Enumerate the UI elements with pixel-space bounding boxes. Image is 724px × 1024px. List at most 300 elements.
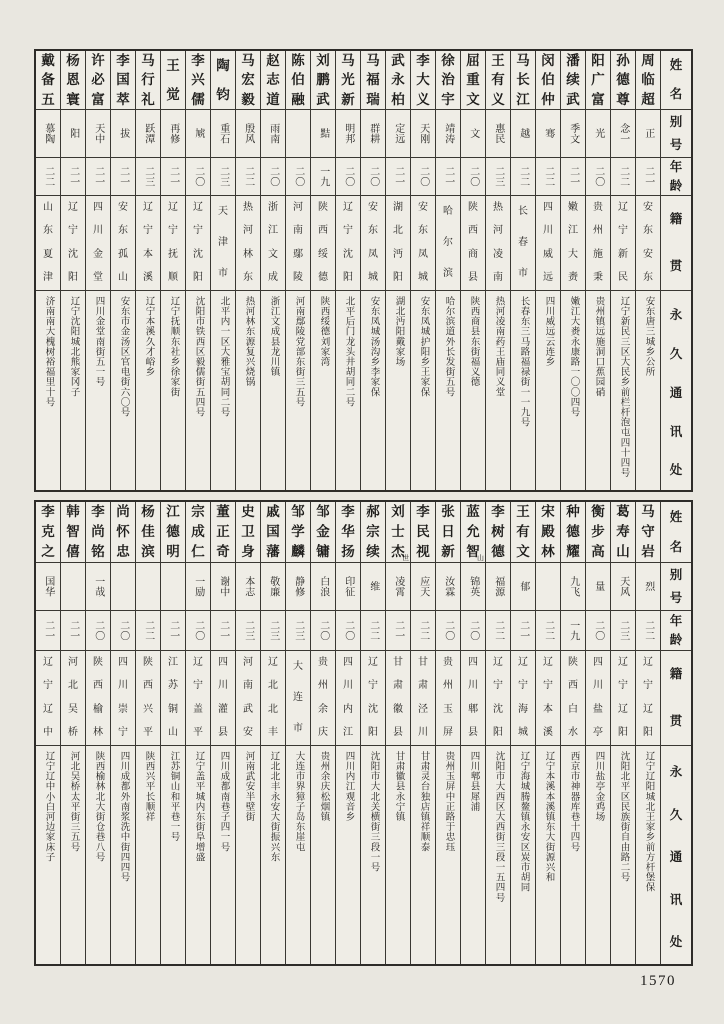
name-cell <box>111 502 135 562</box>
char: 南 <box>493 272 503 284</box>
alias-cell <box>411 109 435 157</box>
name-cell <box>211 502 235 562</box>
entry-name <box>361 502 385 562</box>
name-cell <box>511 51 535 109</box>
entry-address: 河南鄢陵党部东街三五号 <box>293 296 304 408</box>
name-cell <box>511 502 535 562</box>
alias-cell <box>636 109 660 157</box>
char: 讯 <box>669 892 683 907</box>
name-cell <box>636 502 660 562</box>
char: 连 <box>293 691 303 703</box>
char: 邹 <box>291 504 305 520</box>
char: 新 <box>618 248 628 260</box>
name-cell <box>86 502 110 562</box>
name-cell <box>611 51 635 109</box>
entry-address: 辽宁辽中小白河边家床子 <box>43 751 54 863</box>
entry-native <box>436 196 460 290</box>
char: 陶 <box>216 57 230 73</box>
address-cell <box>436 745 460 964</box>
char: 治 <box>441 72 455 88</box>
age-cell <box>286 610 310 650</box>
char: 殿 <box>541 524 555 540</box>
age-cell <box>136 610 160 650</box>
address-cell <box>636 745 660 964</box>
char: 西 <box>568 680 578 692</box>
entry-age: 二〇 <box>467 165 479 188</box>
entry-age: 二三 <box>242 619 254 642</box>
char: 籍 <box>669 667 683 682</box>
entry-address: 四川盐亭金鸡场 <box>593 751 604 822</box>
char: 辽 <box>493 656 503 668</box>
char: 高 <box>591 544 605 560</box>
char: 龄 <box>669 633 683 647</box>
age-cell <box>361 157 385 195</box>
entry-name <box>286 51 310 109</box>
address-cell <box>486 290 510 490</box>
address-cell <box>386 745 410 964</box>
entry-alias: 天风 <box>617 575 629 598</box>
native-cell <box>336 195 360 290</box>
char: 号 <box>669 591 683 605</box>
name-cell <box>261 502 285 562</box>
native-cell <box>586 650 610 745</box>
entry-address: 辽北北丰永安大街振兴东 <box>268 751 279 863</box>
char: 海 <box>518 703 528 715</box>
entry-age: 二一 <box>42 619 54 642</box>
entry-alias: 白浪 <box>317 575 329 598</box>
alias-cell <box>536 109 560 157</box>
char: 贵 <box>443 656 453 668</box>
char: 城 <box>518 727 528 739</box>
native-cell <box>411 195 435 290</box>
age-cell <box>61 157 85 195</box>
char: 鹏 <box>316 72 330 88</box>
header-native-cell <box>661 650 691 745</box>
entry-column <box>285 51 310 490</box>
entry-alias: 惠民 <box>492 122 504 145</box>
char: 柏 <box>391 91 405 107</box>
char: 辽 <box>643 703 653 715</box>
alias-cell <box>586 109 610 157</box>
entry-native <box>311 651 335 745</box>
char: 镛 <box>316 544 330 560</box>
entry-name <box>186 502 210 562</box>
char: 安 <box>368 201 378 213</box>
entry-address: 四川威远云连乡 <box>543 296 554 367</box>
char: 州 <box>318 680 328 692</box>
entry-alias: 汝霖 <box>442 575 454 598</box>
char: 江 <box>343 727 353 739</box>
char: 宁 <box>68 225 78 237</box>
char: 重 <box>466 72 480 88</box>
entry-address: 江苏铜山和平巷一号 <box>168 751 179 842</box>
native-cell <box>36 650 60 745</box>
char: 东 <box>643 272 653 284</box>
age-cell <box>361 610 385 650</box>
char: 水 <box>568 727 578 739</box>
name-cell <box>411 51 435 109</box>
name-cell <box>161 502 185 562</box>
char: 湖 <box>393 201 403 213</box>
char: 名 <box>669 87 683 102</box>
age-cell <box>461 610 485 650</box>
entry-age: 二〇 <box>292 165 304 188</box>
char: 平 <box>143 727 153 739</box>
char: 儒 <box>191 91 205 107</box>
char: 内 <box>343 703 353 715</box>
char: 热 <box>493 201 503 213</box>
alias-cell <box>411 562 435 610</box>
entry-address: 大连市界獐子岛东崖屯 <box>293 751 304 852</box>
native-cell <box>536 650 560 745</box>
char: 沈 <box>68 248 78 260</box>
char: 河 <box>243 656 253 668</box>
age-cell <box>211 157 235 195</box>
entry-column <box>235 502 260 964</box>
entry-name <box>386 502 410 562</box>
char: 东 <box>643 225 653 237</box>
entry-alias: 谢中 <box>217 575 229 598</box>
char: 本 <box>143 248 153 260</box>
age-cell <box>611 157 635 195</box>
char: 铭 <box>91 544 105 560</box>
char: 义 <box>491 91 505 107</box>
address-cell <box>611 290 635 490</box>
age-cell <box>536 157 560 195</box>
entry-age: 二一 <box>392 619 404 642</box>
char: 宁 <box>493 680 503 692</box>
char: 武 <box>316 91 330 107</box>
entry-age: 二〇 <box>367 165 379 188</box>
entry-age: 二二 <box>42 165 54 188</box>
address-cell <box>411 290 435 490</box>
native-cell <box>236 195 260 290</box>
char: 热 <box>243 201 253 213</box>
native-cell <box>36 195 60 290</box>
header-alias-cell <box>661 562 691 610</box>
char: 姓 <box>669 509 683 524</box>
entry-alias: 跃潭 <box>142 122 154 145</box>
char: 尊 <box>616 91 630 107</box>
address-cell <box>286 290 310 490</box>
entry-native <box>436 651 460 745</box>
native-cell <box>486 650 510 745</box>
char: 李 <box>491 504 505 520</box>
char: 耀 <box>566 544 580 560</box>
char: 江 <box>166 504 180 520</box>
alias-cell <box>461 562 485 610</box>
name-cell <box>611 502 635 562</box>
address-cell <box>36 290 60 490</box>
entry-native <box>236 196 260 290</box>
address-cell <box>361 290 385 490</box>
entry-name <box>161 502 185 562</box>
entry-column <box>510 51 535 490</box>
entry-name <box>236 51 260 109</box>
name-cell <box>211 51 235 109</box>
char: 陈 <box>291 52 305 68</box>
native-cell <box>336 650 360 745</box>
entry-native <box>211 651 235 745</box>
entry-native <box>311 196 335 290</box>
age-cell <box>236 610 260 650</box>
char: 绥 <box>318 248 328 260</box>
char: 成 <box>191 524 205 540</box>
address-cell <box>586 745 610 964</box>
char: 金 <box>93 248 103 260</box>
entry-name <box>161 51 185 109</box>
char: 城 <box>368 272 378 284</box>
char: 宏 <box>241 72 255 88</box>
address-cell <box>486 745 510 964</box>
char: 沈 <box>493 703 503 715</box>
entry-native <box>486 651 510 745</box>
age-cell <box>261 610 285 650</box>
entry-age: 二〇 <box>117 619 129 642</box>
entry-address: 沈阳市铁西区毅儒街五四号 <box>193 296 204 418</box>
entry-alias: 国华 <box>42 575 54 598</box>
entry-name <box>111 51 135 109</box>
alias-cell <box>136 109 160 157</box>
address-cell <box>86 290 110 490</box>
char: 仁 <box>191 544 205 560</box>
char: 宗 <box>366 524 380 540</box>
header-column <box>660 502 691 964</box>
native-cell <box>611 650 635 745</box>
name-cell <box>186 51 210 109</box>
char: 东 <box>118 225 128 237</box>
entry-name <box>511 51 535 109</box>
entry-name <box>36 51 60 109</box>
alias-cell <box>511 109 535 157</box>
char: 川 <box>343 680 353 692</box>
char: 辽 <box>68 201 78 213</box>
char: 陕 <box>143 656 153 668</box>
alias-cell <box>611 562 635 610</box>
char: 贯 <box>669 259 683 274</box>
char: 江 <box>268 225 278 237</box>
directory-table-top <box>34 49 693 492</box>
char: 永 <box>669 765 683 780</box>
entry-address: 辽宁沈阳城北熊家冈子 <box>68 296 79 397</box>
char: 贯 <box>669 714 683 729</box>
native-cell <box>411 650 435 745</box>
entry-address: 四川成都外南浆洗中街四四号 <box>118 751 129 883</box>
age-cell <box>236 157 260 195</box>
char: 备 <box>41 72 55 88</box>
entry-native <box>286 196 310 290</box>
entry-name <box>186 51 210 109</box>
char: 身 <box>241 544 255 560</box>
char: 伯 <box>291 72 305 88</box>
native-cell <box>511 195 535 290</box>
char: 永 <box>669 308 683 323</box>
char: 溪 <box>143 272 153 284</box>
char: 张 <box>441 504 455 520</box>
native-cell <box>261 650 285 745</box>
entry-name <box>561 502 585 562</box>
entry-native <box>186 651 210 745</box>
entry-address: 辽宁本溪本溪镇东大街源兴和 <box>543 751 554 883</box>
page-number: 1570 <box>640 973 676 989</box>
entry-age: 二一 <box>167 165 179 188</box>
header-native-cell <box>661 195 691 290</box>
address-cell <box>411 745 435 964</box>
entry-name <box>336 51 360 109</box>
char: 崇 <box>118 703 128 715</box>
entry-alias: 慕陶 <box>42 122 54 145</box>
char: 春 <box>518 236 528 248</box>
char: 山 <box>616 544 630 560</box>
header-name-label <box>661 51 691 109</box>
char: 寰 <box>66 91 80 107</box>
header-address-label <box>661 296 691 490</box>
entry-alias: 光 <box>592 128 604 139</box>
name-cell <box>411 502 435 562</box>
alias-cell <box>211 109 235 157</box>
char: 年 <box>669 160 683 174</box>
entry-native <box>611 196 635 290</box>
alias-cell <box>361 109 385 157</box>
char: 本 <box>543 703 553 715</box>
address-cell <box>86 745 110 964</box>
entry-name <box>411 502 435 562</box>
entry-age: 一九 <box>317 165 329 188</box>
age-cell <box>436 157 460 195</box>
entry-native <box>536 196 560 290</box>
native-cell <box>461 195 485 290</box>
char: 浙 <box>268 201 278 213</box>
native-cell <box>311 650 335 745</box>
char: 马 <box>641 504 655 520</box>
entry-native <box>461 651 485 745</box>
alias-cell <box>186 109 210 157</box>
char: 林 <box>243 248 253 260</box>
entry-address: 陕西兴平长顺祥 <box>143 751 154 822</box>
char: 江 <box>516 91 530 107</box>
alias-cell <box>336 562 360 610</box>
entry-age: 二一 <box>92 165 104 188</box>
char: 堂 <box>93 272 103 284</box>
char: 马 <box>141 52 155 68</box>
entry-alias: 越 <box>517 128 529 139</box>
char: 川 <box>118 680 128 692</box>
char: 瑞 <box>366 91 380 107</box>
entry-alias: 拔 <box>117 128 129 139</box>
entry-name <box>61 51 85 109</box>
char: 东 <box>418 225 428 237</box>
char: 有 <box>516 524 530 540</box>
char: 宁 <box>193 225 203 237</box>
char: 智 <box>466 544 480 560</box>
directory-table-bottom <box>34 500 693 966</box>
name-cell <box>536 502 560 562</box>
char: 县 <box>468 727 478 739</box>
entry-age: 二一 <box>442 165 454 188</box>
entry-address: 安东唐三城乡公所 <box>643 296 654 377</box>
native-cell <box>261 195 285 290</box>
entry-column <box>36 502 60 964</box>
age-cell <box>336 157 360 195</box>
char: 通 <box>669 385 683 400</box>
entry-alias: 阳 <box>67 128 79 139</box>
entry-address: 安东凤城护阳乡王家保 <box>418 296 429 397</box>
char: 威 <box>543 248 553 260</box>
char: 郝 <box>366 504 380 520</box>
char: 新 <box>441 544 455 560</box>
char: 许 <box>91 52 105 68</box>
alias-cell <box>336 109 360 157</box>
char: 安 <box>643 201 653 213</box>
char: 士 <box>391 524 405 540</box>
char: 别 <box>669 567 683 582</box>
entry-native <box>36 196 60 290</box>
name-cell <box>36 51 60 109</box>
char: 赉 <box>568 272 578 284</box>
alias-cell <box>536 562 560 610</box>
name-cell <box>86 51 110 109</box>
char: 四 <box>93 201 103 213</box>
entry-column <box>635 51 660 490</box>
entry-name <box>336 502 360 562</box>
char: 市 <box>518 268 528 280</box>
char: 河 <box>68 656 78 668</box>
entry-native <box>111 196 135 290</box>
char: 续 <box>566 72 580 88</box>
entry-column <box>210 502 235 964</box>
entry-age: 二〇 <box>192 619 204 642</box>
char: 王 <box>516 504 530 520</box>
name-cell <box>536 51 560 109</box>
char: 陕 <box>93 656 103 668</box>
entry-native <box>411 196 435 290</box>
entry-name <box>261 502 285 562</box>
char: 讯 <box>669 424 683 439</box>
entry-age: 二一 <box>567 165 579 188</box>
char: 河 <box>243 225 253 237</box>
entry-column <box>185 502 210 964</box>
age-cell <box>311 610 335 650</box>
char: 德 <box>318 272 328 284</box>
age-cell <box>536 610 560 650</box>
char: 甘 <box>393 656 403 668</box>
entry-name-note: 世 <box>402 554 409 562</box>
char: 川 <box>468 680 478 692</box>
entry-address: 四川金堂南街五一号 <box>93 296 104 387</box>
entry-column <box>635 502 660 964</box>
char: 县 <box>393 727 403 739</box>
char: 陵 <box>293 272 303 284</box>
name-cell <box>636 51 660 109</box>
age-cell <box>386 157 410 195</box>
entry-age: 二一 <box>642 165 654 188</box>
entry-age: 二一 <box>217 619 229 642</box>
name-cell <box>386 51 410 109</box>
char: 宁 <box>168 225 178 237</box>
entry-native <box>136 196 160 290</box>
alias-cell <box>136 562 160 610</box>
entry-age: 二二 <box>367 619 379 642</box>
char: 别 <box>669 114 683 129</box>
char: 沔 <box>393 248 403 260</box>
native-cell <box>361 650 385 745</box>
char: 辽 <box>343 201 353 213</box>
entry-address: 贵州玉屏中正路于忠珏 <box>443 751 454 852</box>
age-cell <box>211 610 235 650</box>
char: 兴 <box>143 703 153 715</box>
name-cell <box>336 502 360 562</box>
alias-cell <box>311 562 335 610</box>
